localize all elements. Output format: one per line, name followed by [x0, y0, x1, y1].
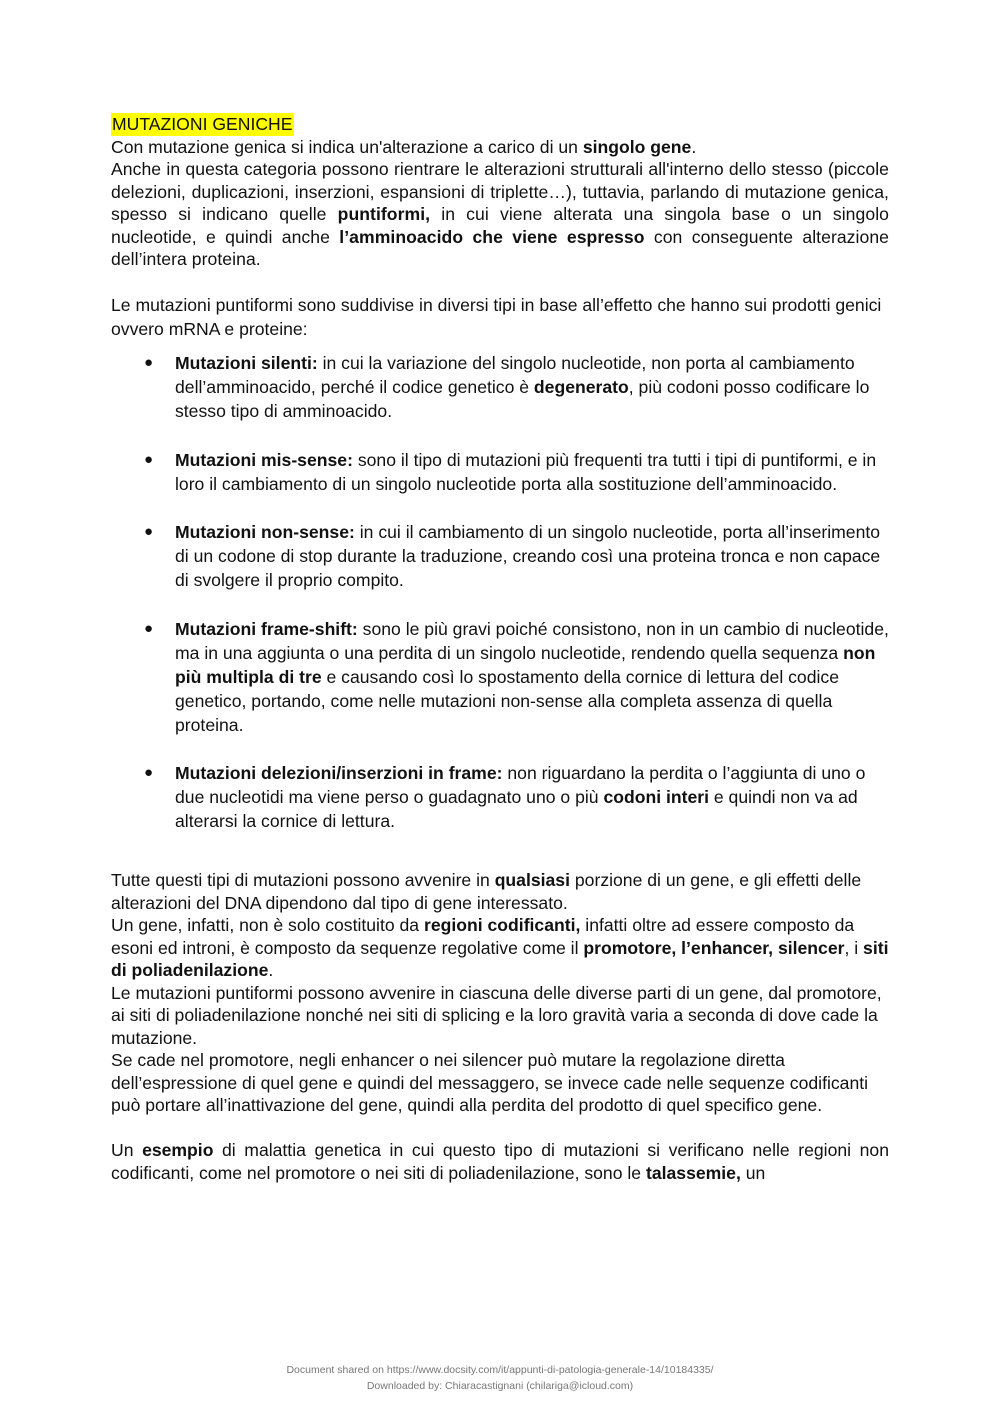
body-paragraph: Le mutazioni puntiformi possono avvenire in ciascuna delle diverse parti di un gene, dal promotore, ai siti di poliadenilazione nonché nei siti di splicing e la loro gravità varia a seconda di dove cade la mutazione. — [111, 982, 882, 1048]
spacer — [111, 271, 889, 294]
list-item — [111, 761, 889, 833]
bullet-icon: ● — [144, 450, 154, 468]
list-item-text: in cui la variazione del singolo nucleotide, non porta al cambiamento dell’amminoacido, perché il codice genetico è — [175, 353, 855, 397]
bullet-icon: ● — [144, 619, 154, 637]
footer-downloaded-by: Downloaded by: Chiaracastignani (chilariga@icloud.com) — [366, 1380, 634, 1392]
body-text: . — [268, 960, 274, 980]
body-bold: esempio — [142, 1140, 214, 1160]
intro-bold: singolo gene — [582, 136, 692, 157]
body-section — [111, 869, 889, 1184]
list-item-bold: degenerato — [533, 377, 629, 397]
list-item-heading: Mutazioni silenti: — [175, 353, 318, 373]
list-item-bold: non più multipla di tre — [175, 642, 876, 687]
list-item-text: e quindi non va ad alterarsi la cornice di lettura. — [175, 787, 858, 831]
list-item-text: non riguardano la perdita o l’aggiunta di uno o due nucleotidi ma viene perso o guadagnato uno o più — [175, 763, 866, 807]
intro-end: . — [691, 136, 697, 157]
list-item — [111, 520, 889, 592]
list-item-heading: Mutazioni mis-sense: — [175, 449, 353, 470]
list-item — [111, 351, 889, 423]
intro-p2-bold1: puntiformi, — [337, 204, 431, 224]
mutation-types-list — [111, 351, 889, 833]
list-item-heading: Mutazioni frame-shift: — [175, 618, 358, 639]
body-bold: siti di poliadenilazione — [111, 937, 889, 980]
body-bold: regioni codificanti, — [423, 915, 581, 935]
bullet-icon: ● — [144, 523, 154, 540]
intro-line — [111, 136, 889, 159]
list-item-heading: Mutazioni non-sense: — [175, 522, 355, 542]
bullet-icon: ● — [144, 354, 154, 371]
body-paragraph — [111, 869, 889, 914]
intro-text: Con mutazione genica si indica un'alterazione a carico di un — [111, 136, 583, 157]
intro-p2-text: Anche in questa categoria possono rientrare le alterazioni strutturali all'interno dello stesso (piccole delezioni, duplicazioni, inserzioni, espansioni di triplette…), tuttavia, parlando di mutazione genica, spesso si indicano quelle — [111, 159, 889, 224]
intro-p2-bold2: l’amminoacido che viene espresso — [339, 226, 645, 247]
section-title: MUTAZIONI GENICHE — [112, 114, 293, 134]
list-item — [111, 448, 889, 496]
body-text: infatti oltre ad essere composto da esoni ed introni, è composto da sequenze regolative come il — [111, 915, 855, 958]
body-text: , i — [844, 937, 864, 958]
bullet-icon: ● — [144, 764, 154, 781]
list-item — [111, 617, 889, 737]
body-text: Tutte questi tipi di mutazioni possono avvenire in — [111, 870, 495, 890]
spacer — [111, 1117, 889, 1140]
body-bold: qualsiasi — [494, 870, 570, 890]
body-text: un — [740, 1162, 766, 1183]
body-text: Un gene, infatti, non è solo costituito da — [111, 915, 424, 935]
list-item-heading: Mutazioni delezioni/inserzioni in frame: — [175, 763, 503, 783]
list-item-text: , più codoni posso codificare lo stesso tipo di amminoacido. — [175, 377, 870, 421]
body-paragraph — [111, 1139, 889, 1184]
body-text: di malattia genetica in cui questo tipo di mutazioni si verificano nelle regioni non codificanti, come nel promotore o nei siti di poliadenilazione, sono le — [111, 1140, 889, 1183]
intro-paragraph — [111, 158, 889, 271]
body-text: Un — [111, 1140, 143, 1160]
body-text: porzione di un gene, e gli effetti delle alterazioni del DNA dipendono dal tipo di gene interessato. — [111, 870, 862, 913]
footer-shared-link: Document shared on https://www.docsity.com/it/appunti-di-patologia-generale-14/10184335/ — [286, 1364, 714, 1376]
body-paragraph — [111, 914, 889, 982]
intro-p2-text2: in cui viene alterata una singola base o un singolo nucleotide, e quindi anche — [111, 204, 889, 247]
list-item-text: sono il tipo di mutazioni più frequenti tra tutti i tipi di puntiformi, e in loro il cambiamento di un singolo nucleotide porta alla sostituzione dell’amminoacido. — [175, 449, 877, 494]
intro-p2-text3: con conseguente alterazione dell’intera proteina. — [111, 226, 889, 269]
body-bold: promotore, l’enhancer, silencer — [583, 937, 845, 958]
list-item-text: in cui il cambiamento di un singolo nucleotide, porta all’inserimento di un codone di stop durante la traduzione, creando così una proteina tronca e non capace di svolgere il proprio compito. — [175, 522, 881, 590]
body-paragraph: Se cade nel promotore, negli enhancer o nei silencer può mutare la regolazione diretta dell’espressione di quel gene e quindi del messaggero, se invece cade nelle sequenze codificanti può portare all’inattivazione del gene, quindi alla perdita del prodotto di quel specifico gene. — [111, 1050, 869, 1115]
list-item-text: e causando così lo spostamento della cornice di lettura del codice genetico, portando, come nelle mutazioni non-sense alla completa assenza di quella proteina. — [175, 666, 839, 735]
list-item-bold: codoni interi — [603, 787, 709, 807]
lead-paragraph: Le mutazioni puntiformi sono suddivise in diversi tipi in base all’effetto che hanno sui prodotti genici ovvero mRNA e proteine: — [111, 295, 882, 339]
list-item-text: sono le più gravi poiché consistono, non in un cambio di nucleotide, ma in una aggiunta o una perdita di un singolo nucleotide, rendendo quella sequenza — [175, 618, 889, 663]
document-page — [111, 113, 889, 1184]
body-bold: talassemie, — [645, 1162, 741, 1183]
